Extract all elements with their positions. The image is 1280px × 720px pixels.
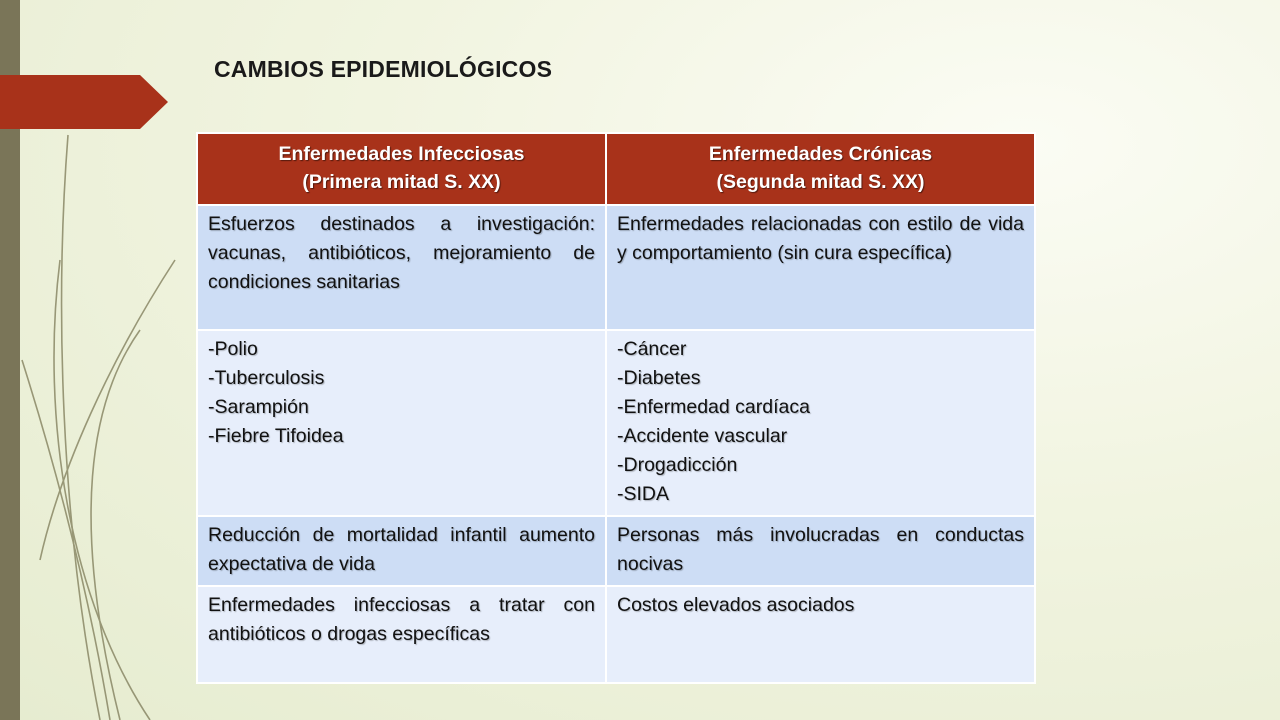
header-infectious [197,133,606,205]
list-item: -Diabetes [617,367,701,389]
table-cell: Reducción de mortalidad infantil aumento expectativa de vida [197,516,606,586]
table-row [197,330,1035,516]
header-infectious-title: Enfermedades Infecciosas [278,143,525,165]
list-item: -Drogadicción [617,454,738,476]
table-cell: Costos elevados asociados [606,586,1035,683]
slide-title: CAMBIOS EPIDEMIOLÓGICOS [214,56,553,82]
header-infectious-period: (Primera mitad S. XX) [302,171,501,193]
list-item: -Polio [208,338,258,360]
list-item: -Enfermedad cardíaca [617,396,810,418]
list-item: -Tuberculosis [208,367,325,389]
table-cell [606,330,1035,516]
table-row [197,516,1035,586]
accent-arrow-tab [0,75,170,129]
table-cell: Enfermedades infecciosas a tratar con antibióticos o drogas específicas [197,586,606,683]
table-cell: Esfuerzos destinados a investigación: vacunas, antibióticos, mejoramiento de condiciones sanitarias [197,205,606,330]
table-row [197,586,1035,683]
list-item: -Accidente vascular [617,425,788,447]
infectious-disease-list [208,335,595,451]
list-item: -Cáncer [617,338,687,360]
chronic-disease-list [617,335,1024,509]
header-chronic-title: Enfermedades Crónicas [708,143,933,165]
list-item: -Fiebre Tifoidea [208,425,344,447]
table-cell: Personas más involucradas en conductas nocivas [606,516,1035,586]
list-item: -SIDA [617,483,670,505]
header-chronic [606,133,1035,205]
table-cell [197,330,606,516]
table-cell: Enfermedades relacionadas con estilo de vida y comportamiento (sin cura específica) [606,205,1035,330]
comparison-table [196,132,1036,684]
header-chronic-period: (Segunda mitad S. XX) [716,171,925,193]
list-item: -Sarampión [208,396,309,418]
table-header-row [197,133,1035,205]
table-row [197,205,1035,330]
